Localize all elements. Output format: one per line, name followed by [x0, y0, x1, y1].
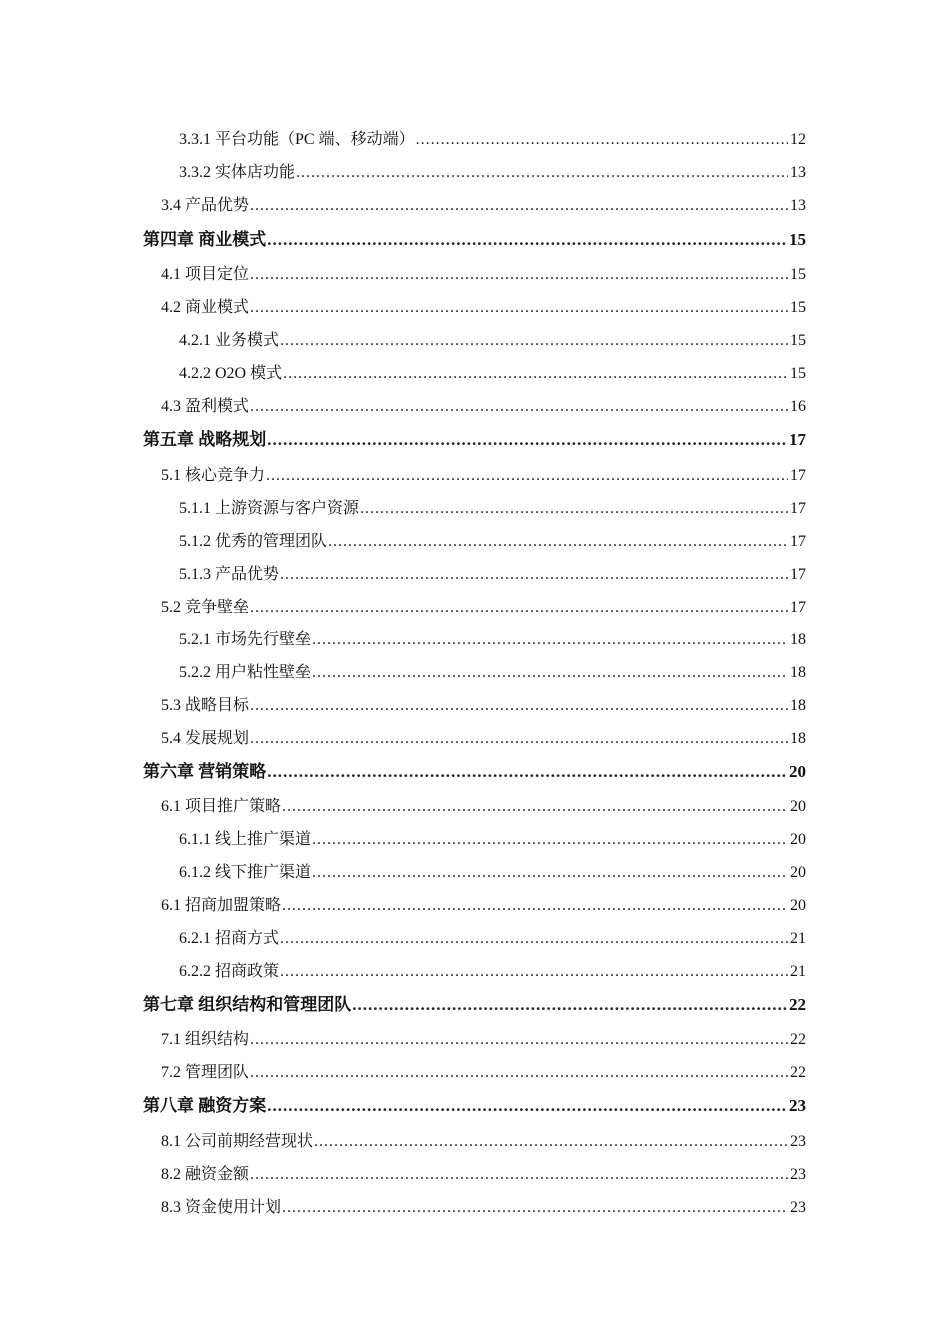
toc-entry-label: 5.4 发展规划: [161, 730, 250, 747]
toc-entry-page: 20: [790, 864, 806, 881]
toc-entry-page: 22: [789, 995, 806, 1014]
toc-entry-page: 13: [790, 164, 806, 181]
dot-leader: [312, 664, 788, 682]
toc-entry-page: 17: [790, 599, 806, 616]
toc-entry-label: 3.4 产品优势: [161, 197, 250, 214]
toc-entry-page: 18: [790, 730, 806, 747]
toc-entry-page: 23: [790, 1199, 806, 1216]
toc-entry-label: 7.1 组织结构: [161, 1031, 250, 1048]
toc-entry-page: 23: [790, 1133, 806, 1150]
toc-entry-label: 8.2 融资金额: [161, 1166, 250, 1183]
dot-leader: [266, 467, 788, 485]
toc-entry[interactable]: [179, 925, 806, 948]
dot-leader: [250, 697, 788, 715]
dot-leader: [250, 730, 788, 748]
toc-entry[interactable]: [179, 360, 806, 383]
dot-leader: [267, 230, 787, 250]
toc-entry-label: 4.3 盈利模式: [161, 398, 250, 415]
dot-leader: [282, 1199, 788, 1217]
toc-entry-label: 5.1 核心竞争力: [161, 467, 266, 484]
toc-entry-page: 18: [790, 697, 806, 714]
toc-entry-page: 20: [790, 831, 806, 848]
toc-entry-page: 13: [790, 197, 806, 214]
toc-entry[interactable]: [161, 1059, 806, 1082]
dot-leader: [314, 1133, 788, 1151]
toc-chapter-entry[interactable]: [143, 225, 806, 250]
dot-leader: [250, 1064, 788, 1082]
toc-entry-page: 15: [790, 299, 806, 316]
toc-entry[interactable]: [179, 659, 806, 682]
toc-entry-label: 6.2.1 招商方式: [179, 930, 280, 947]
toc-entry-page: 18: [790, 664, 806, 681]
toc-entry-label: 3.3.1 平台功能（PC 端、移动端）: [179, 131, 415, 148]
toc-entry[interactable]: [161, 1161, 806, 1184]
toc-entry-label: 第八章 融资方案: [143, 1096, 267, 1115]
toc-entry-label: 4.2.1 业务模式: [179, 332, 280, 349]
dot-leader: [280, 566, 788, 584]
toc-entry-label: 3.3.2 实体店功能: [179, 164, 296, 181]
toc-entry[interactable]: [161, 793, 806, 816]
toc-entry-label: 5.1.1 上游资源与客户资源: [179, 500, 360, 517]
toc-chapter-entry[interactable]: [143, 425, 806, 450]
dot-leader: [250, 599, 788, 617]
toc-entry-label: 第六章 营销策略: [143, 762, 267, 781]
dot-leader: [250, 299, 788, 317]
toc-entry[interactable]: [161, 261, 806, 284]
dot-leader: [282, 897, 788, 915]
dot-leader: [352, 995, 787, 1015]
toc-entry-label: 8.1 公司前期经营现状: [161, 1133, 314, 1150]
dot-leader: [283, 365, 788, 383]
dot-leader: [280, 930, 788, 948]
toc-entry[interactable]: [161, 192, 806, 215]
toc-entry[interactable]: [179, 159, 806, 182]
dot-leader: [296, 164, 788, 182]
toc-entry[interactable]: [161, 692, 806, 715]
toc-entry-page: 15: [790, 332, 806, 349]
toc-entry-label: 4.2 商业模式: [161, 299, 250, 316]
toc-entry-label: 7.2 管理团队: [161, 1064, 250, 1081]
toc-entry-label: 5.3 战略目标: [161, 697, 250, 714]
toc-entry-label: 4.1 项目定位: [161, 266, 250, 283]
toc-entry-label: 5.1.2 优秀的管理团队: [179, 533, 328, 550]
toc-entry[interactable]: [161, 1194, 806, 1217]
toc-entry[interactable]: [179, 495, 806, 518]
toc-entry-page: 17: [790, 533, 806, 550]
toc-entry-page: 22: [790, 1031, 806, 1048]
toc-entry-page: 22: [790, 1064, 806, 1081]
toc-entry[interactable]: [179, 958, 806, 981]
toc-chapter-entry[interactable]: [143, 757, 806, 782]
toc-entry-label: 6.2.2 招商政策: [179, 963, 280, 980]
dot-leader: [280, 332, 788, 350]
toc-entry[interactable]: [161, 462, 806, 485]
dot-leader: [312, 831, 788, 849]
dot-leader: [250, 197, 788, 215]
toc-entry[interactable]: [161, 393, 806, 416]
toc-entry-page: 17: [790, 500, 806, 517]
dot-leader: [267, 762, 787, 782]
toc-entry-page: 15: [789, 230, 806, 249]
toc-entry[interactable]: [179, 528, 806, 551]
toc-entry-label: 6.1.2 线下推广渠道: [179, 864, 312, 881]
dot-leader: [312, 631, 788, 649]
toc-entry[interactable]: [179, 626, 806, 649]
toc-entry-label: 4.2.2 O2O 模式: [179, 365, 283, 382]
dot-leader: [250, 1031, 788, 1049]
dot-leader: [328, 533, 788, 551]
toc-entry-page: 15: [790, 266, 806, 283]
toc-entry-label: 6.1 招商加盟策略: [161, 897, 282, 914]
toc-entry-page: 17: [790, 566, 806, 583]
toc-entry[interactable]: [161, 725, 806, 748]
toc-entry[interactable]: [161, 1128, 806, 1151]
toc-entry-page: 15: [790, 365, 806, 382]
dot-leader: [250, 1166, 788, 1184]
dot-leader: [312, 864, 788, 882]
toc-entry-page: 20: [790, 798, 806, 815]
dot-leader: [282, 798, 788, 816]
toc-entry-page: 12: [790, 131, 806, 148]
toc-entry[interactable]: [161, 594, 806, 617]
toc-entry-label: 6.1.1 线上推广渠道: [179, 831, 312, 848]
toc-entry[interactable]: [179, 826, 806, 849]
toc-entry-label: 第五章 战略规划: [143, 430, 267, 449]
dot-leader: [416, 131, 788, 149]
dot-leader: [280, 963, 788, 981]
toc-entry-page: 20: [789, 762, 806, 781]
toc-entry[interactable]: [161, 892, 806, 915]
dot-leader: [267, 430, 787, 450]
toc-entry-label: 第七章 组织结构和管理团队: [143, 995, 352, 1014]
toc-entry-page: 21: [790, 963, 806, 980]
toc-entry-label: 5.2.1 市场先行壁垒: [179, 631, 312, 648]
dot-leader: [250, 398, 788, 416]
toc-entry-label: 8.3 资金使用计划: [161, 1199, 282, 1216]
toc-chapter-entry[interactable]: [143, 990, 806, 1015]
toc-entry[interactable]: [179, 327, 806, 350]
dot-leader: [267, 1096, 787, 1116]
toc-entry-page: 17: [790, 467, 806, 484]
toc-entry-label: 5.1.3 产品优势: [179, 566, 280, 583]
toc-entry[interactable]: [179, 561, 806, 584]
toc-entry-page: 18: [790, 631, 806, 648]
dot-leader: [250, 266, 788, 284]
toc-entry-page: 20: [790, 897, 806, 914]
toc-entry-label: 6.1 项目推广策略: [161, 798, 282, 815]
toc-entry-page: 16: [790, 398, 806, 415]
dot-leader: [360, 500, 788, 518]
toc-entry[interactable]: [179, 126, 806, 149]
toc-entry-page: 23: [790, 1166, 806, 1183]
toc-entry-label: 5.2.2 用户粘性壁垒: [179, 664, 312, 681]
toc-chapter-entry[interactable]: [143, 1091, 806, 1116]
toc-entry-page: 21: [790, 930, 806, 947]
toc-entry-label: 5.2 竞争壁垒: [161, 599, 250, 616]
toc-entry[interactable]: [161, 294, 806, 317]
toc-entry[interactable]: [179, 859, 806, 882]
toc-entry-page: 23: [789, 1096, 806, 1115]
toc-entry-label: 第四章 商业模式: [143, 230, 267, 249]
toc-entry-page: 17: [789, 430, 806, 449]
toc-entry[interactable]: [161, 1026, 806, 1049]
